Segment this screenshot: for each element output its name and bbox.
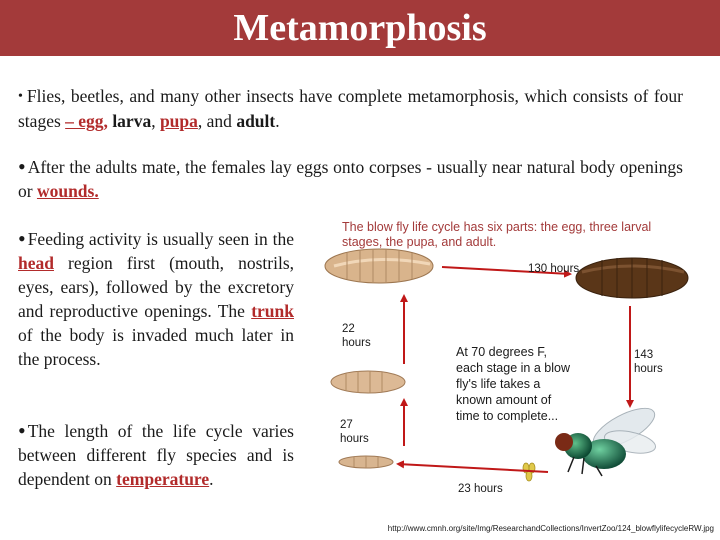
bullet-feeding: • Feeding activity is usually seen in the head region first (mouth, nostrils, eyes, ears), followed by the excretory and reproductive openings. The trunk of the body is invaded much later in the process. (18, 226, 294, 369)
label-22-hours: 22 hours (342, 323, 371, 349)
life-cycle-figure (312, 210, 704, 516)
bullet-dot: • (18, 89, 23, 104)
term-adult: adult (236, 111, 276, 131)
label-143-hours: 143 hours (634, 349, 663, 375)
bullet-dot: • (18, 226, 26, 251)
link-wounds[interactable]: wounds. (36, 181, 99, 201)
link-temperature[interactable]: temperature (116, 469, 210, 489)
pupa (576, 258, 688, 298)
source-url[interactable]: http://www.cmnh.org/site/Img/ResearchandCollections/InvertZoo/124_blowflylifecycleRW.jpg (387, 524, 714, 533)
larva-third-stage (325, 249, 433, 283)
label-27-hours: 27 hours (340, 419, 369, 445)
larva-second-stage (331, 371, 405, 393)
link-trunk[interactable]: trunk (251, 301, 294, 321)
larva-first-stage (339, 456, 393, 468)
figure-caption: The blow fly life cycle has six parts: the egg, three larval stages, the pupa, and adult. (342, 220, 652, 249)
slide-title: Metamorphosis (233, 7, 487, 49)
link-pupa[interactable]: pupa (159, 111, 198, 131)
link-head[interactable]: head (18, 253, 54, 273)
bullet-eggs: • After the adults mate, the females lay eggs onto corpses - usually near natural body openings or wounds. (18, 154, 683, 201)
label-130-hours: 130 hours (528, 263, 580, 275)
bullet-dot: • (18, 154, 26, 179)
label-23-hours: 23 hours (458, 483, 503, 495)
term-larva: larva (112, 111, 152, 131)
bullet-stages: • Flies, beetles, and many other insects have complete metamorphosis, which consists of four stages – egg, larva, pupa, and adult. (18, 86, 683, 131)
temperature-note: At 70 degrees F, each stage in a blow fly's life takes a known amount of time to complete... (456, 345, 570, 423)
link-egg[interactable]: – egg, (65, 111, 108, 131)
bullet-dot: • (18, 418, 26, 443)
bullet-life-cycle: • The length of the life cycle varies between different fly species and is dependent on temperature. (18, 418, 294, 489)
